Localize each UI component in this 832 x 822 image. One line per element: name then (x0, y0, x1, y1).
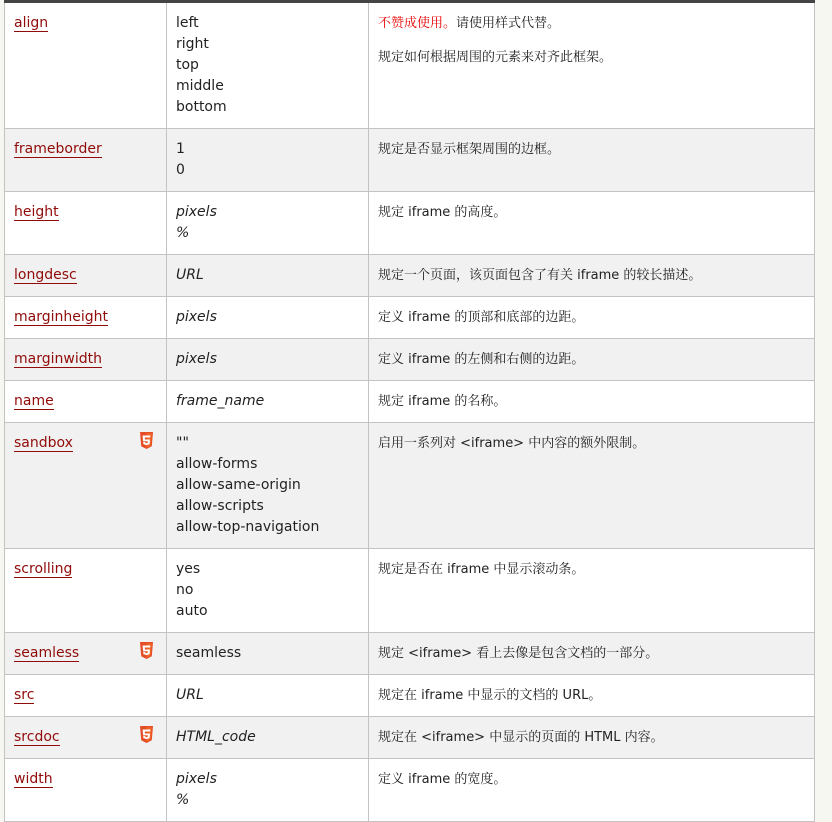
value-text: middle (176, 78, 224, 94)
description-text (378, 643, 805, 664)
value-cell (167, 339, 369, 381)
attr-link-align[interactable]: align (14, 15, 49, 31)
description-body: 规定一个页面，该页面包含了有关 iframe 的较长描述。 (378, 268, 702, 283)
value-text: right (176, 36, 209, 52)
value-text: allow-scripts (176, 498, 264, 514)
description-cell (369, 339, 815, 381)
description-cell (369, 129, 815, 192)
description-cell (369, 297, 815, 339)
value-text: URL (176, 267, 204, 283)
description-text (378, 307, 805, 328)
description-text (378, 559, 805, 580)
value-text: URL (176, 687, 204, 703)
description-cell (369, 423, 815, 549)
description-cell (369, 255, 815, 297)
attr-link-marginwidth[interactable]: marginwidth (14, 351, 102, 367)
description-cell (369, 2, 815, 129)
value-text: left (176, 15, 199, 31)
description-body: 定义 iframe 的左侧和右侧的边距。 (378, 352, 585, 367)
value-cell (167, 2, 369, 129)
value-text: pixels (176, 351, 217, 367)
attr-cell (5, 255, 167, 297)
attr-cell (5, 717, 167, 759)
description-text (378, 265, 805, 286)
attr-cell (5, 2, 167, 129)
description-text (378, 433, 805, 454)
attr-link-width[interactable]: width (14, 771, 53, 787)
value-text: pixels (176, 771, 217, 787)
value-cell (167, 255, 369, 297)
description-secondary: 规定如何根据周围的元素来对齐此框架。 (378, 50, 613, 65)
description-body: 启用一系列对 <iframe> 中内容的额外限制。 (378, 436, 646, 451)
description-body: 定义 iframe 的宽度。 (378, 772, 507, 787)
value-text: 0 (176, 162, 185, 178)
value-text: bottom (176, 99, 227, 115)
value-text: allow-top-navigation (176, 519, 320, 535)
value-cell (167, 633, 369, 675)
deprecated-label: 不赞成使用。 (378, 16, 457, 31)
description-body: 规定是否在 iframe 中显示滚动条。 (378, 562, 585, 577)
table-row (5, 129, 815, 192)
attr-link-srcdoc[interactable]: srcdoc (14, 729, 60, 745)
value-text: frame_name (176, 393, 265, 409)
value-cell (167, 381, 369, 423)
attr-link-height[interactable]: height (14, 204, 59, 220)
value-text: allow-forms (176, 456, 258, 472)
description-text (378, 13, 805, 34)
attr-cell (5, 297, 167, 339)
table-row (5, 423, 815, 549)
value-text: seamless (176, 645, 242, 661)
value-text: pixels (176, 204, 217, 220)
table-row (5, 759, 815, 822)
table-row (5, 2, 815, 129)
table-row (5, 192, 815, 255)
description-body: 规定 iframe 的高度。 (378, 205, 507, 220)
description-text (378, 727, 805, 748)
description-body: 规定 iframe 的名称。 (378, 394, 507, 409)
value-text: 1 (176, 141, 185, 157)
attr-cell (5, 339, 167, 381)
description-body: 请使用样式代替。 (456, 16, 561, 31)
attr-link-sandbox[interactable]: sandbox (14, 435, 73, 451)
description-cell (369, 381, 815, 423)
html5-icon (139, 726, 154, 743)
table-row (5, 717, 815, 759)
value-text: top (176, 57, 199, 73)
attr-cell (5, 192, 167, 255)
description-body: 规定在 iframe 中显示的文档的 URL。 (378, 688, 602, 703)
html5-icon (139, 642, 154, 659)
table-row (5, 633, 815, 675)
description-text (378, 202, 805, 223)
attr-link-longdesc[interactable]: longdesc (14, 267, 77, 283)
attr-cell (5, 633, 167, 675)
table-row (5, 549, 815, 633)
description-cell (369, 633, 815, 675)
attributes-table (4, 0, 815, 822)
description-text (378, 139, 805, 160)
value-cell (167, 675, 369, 717)
table-row (5, 297, 815, 339)
description-text (378, 349, 805, 370)
value-cell (167, 297, 369, 339)
attr-cell (5, 759, 167, 822)
attr-cell (5, 381, 167, 423)
html5-icon (139, 432, 154, 449)
attributes-table-container (4, 0, 814, 822)
description-text (378, 769, 805, 790)
description-body: 规定是否显示框架周围的边框。 (378, 142, 561, 157)
value-cell (167, 549, 369, 633)
table-row (5, 675, 815, 717)
value-cell (167, 129, 369, 192)
value-text: pixels (176, 309, 217, 325)
value-text: % (176, 225, 190, 241)
description-cell (369, 717, 815, 759)
description-cell (369, 192, 815, 255)
value-text: auto (176, 603, 208, 619)
description-cell (369, 759, 815, 822)
description-body: 规定在 <iframe> 中显示的页面的 HTML 内容。 (378, 730, 664, 745)
attr-link-seamless[interactable]: seamless (14, 645, 80, 661)
table-row (5, 339, 815, 381)
value-cell (167, 759, 369, 822)
value-text: HTML_code (176, 729, 256, 745)
attr-cell (5, 423, 167, 549)
value-cell (167, 717, 369, 759)
description-cell (369, 675, 815, 717)
description-body: 定义 iframe 的顶部和底部的边距。 (378, 310, 585, 325)
description-text (378, 685, 805, 706)
description-cell (369, 549, 815, 633)
value-text: "" (176, 435, 189, 451)
attr-cell (5, 675, 167, 717)
value-text: allow-same-origin (176, 477, 301, 493)
attr-link-frameborder[interactable]: frameborder (14, 141, 102, 157)
attr-cell (5, 549, 167, 633)
value-text: % (176, 792, 190, 808)
attr-link-src[interactable]: src (14, 687, 35, 703)
attr-link-marginheight[interactable]: marginheight (14, 309, 109, 325)
value-cell (167, 192, 369, 255)
table-row (5, 255, 815, 297)
description-text (378, 391, 805, 412)
description-body: 规定 <iframe> 看上去像是包含文档的一部分。 (378, 646, 659, 661)
table-row (5, 381, 815, 423)
attr-link-scrolling[interactable]: scrolling (14, 561, 73, 577)
attr-cell (5, 129, 167, 192)
attr-link-name[interactable]: name (14, 393, 54, 409)
value-text: yes (176, 561, 201, 577)
value-cell (167, 423, 369, 549)
value-text: no (176, 582, 194, 598)
